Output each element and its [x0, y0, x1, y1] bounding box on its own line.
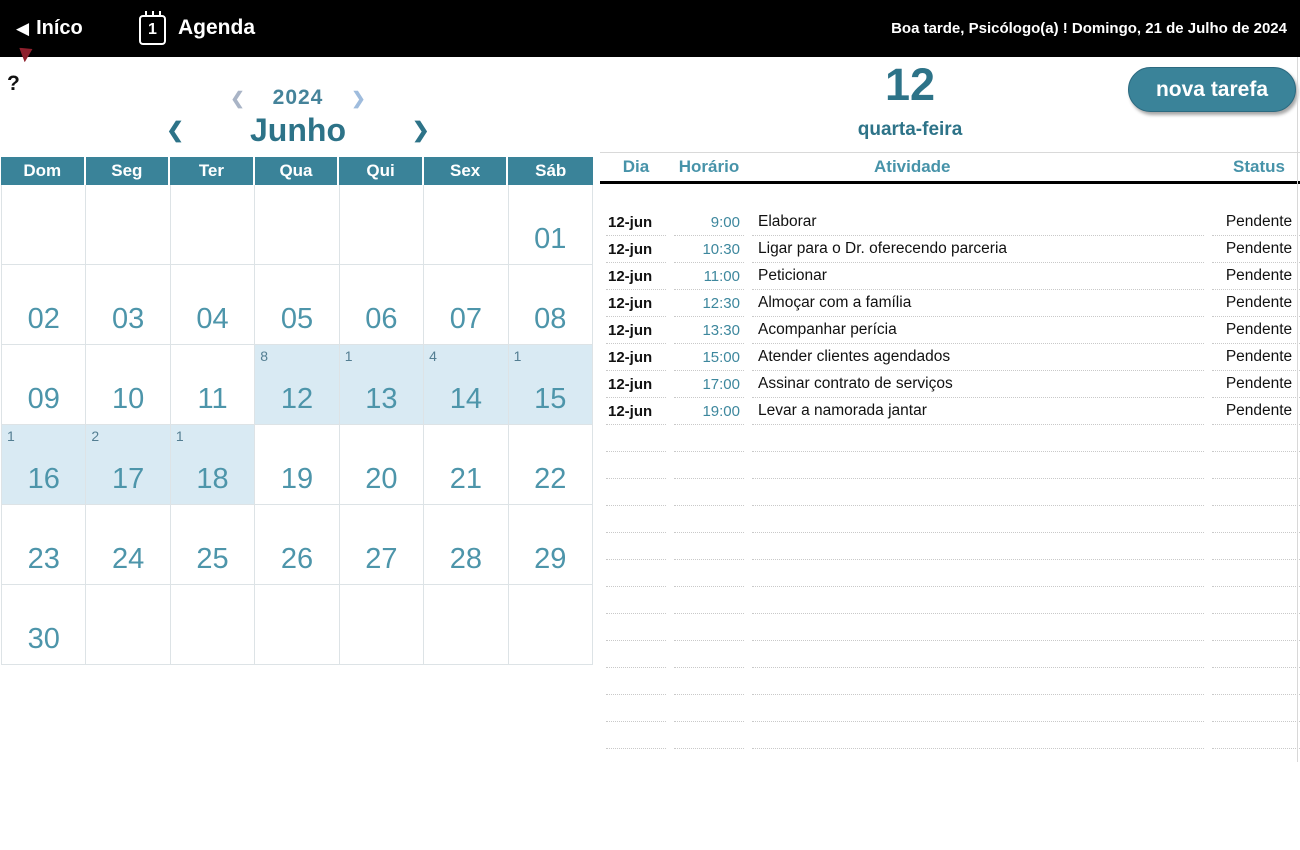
- task-cell-horario: [674, 479, 744, 506]
- task-cell-horario: [674, 560, 744, 587]
- task-row[interactable]: [600, 371, 1300, 398]
- task-table: [600, 152, 1300, 749]
- day-number: 24: [112, 543, 145, 575]
- day-number: 03: [112, 303, 145, 335]
- calendar-cell[interactable]: [2, 345, 86, 425]
- calendar-cell: [340, 585, 424, 665]
- task-cell-atividade: Acompanhar perícia: [752, 317, 1204, 344]
- calendar-cell: [2, 185, 86, 265]
- empty-task-row: [600, 560, 1300, 587]
- task-count-badge: 4: [429, 348, 437, 364]
- task-cell-status: Pendente: [1212, 344, 1300, 371]
- task-cell-atividade: [752, 668, 1204, 695]
- task-cell-atividade: [752, 614, 1204, 641]
- day-number: 27: [365, 543, 398, 575]
- day-number: 05: [280, 303, 314, 335]
- calendar-cell[interactable]: [86, 505, 170, 585]
- calendar-cell[interactable]: [86, 265, 170, 345]
- selected-day-header: [600, 58, 1220, 141]
- empty-task-row: [600, 506, 1300, 533]
- calendar-cell[interactable]: [171, 425, 255, 505]
- task-cell-dia: [606, 452, 666, 479]
- task-cell-horario: 19:00: [674, 398, 744, 425]
- calendar-cell[interactable]: [340, 265, 424, 345]
- day-number: 28: [449, 543, 482, 575]
- weekday-header: Seg: [86, 157, 171, 185]
- task-cell-dia: [606, 425, 666, 452]
- task-cell-status: [1212, 722, 1300, 749]
- task-cell-dia: [606, 641, 666, 668]
- calendar-cell[interactable]: [171, 265, 255, 345]
- back-arrow-icon: ◀: [16, 19, 30, 38]
- calendar-cell[interactable]: [255, 505, 339, 585]
- task-cell-horario: [674, 695, 744, 722]
- task-count-badge: 2: [91, 428, 100, 444]
- calendar-cell[interactable]: [509, 265, 593, 345]
- calendar-cell[interactable]: [424, 345, 508, 425]
- calendar-cell[interactable]: [171, 505, 255, 585]
- greeting-text: Boa tarde, Psicólogo(a) ! Domingo, 21 de Julho de 2024: [891, 20, 1287, 37]
- day-number: 25: [196, 543, 229, 575]
- task-row[interactable]: [600, 317, 1300, 344]
- calendar-cell[interactable]: [2, 265, 86, 345]
- empty-task-row: [600, 614, 1300, 641]
- task-row[interactable]: [600, 398, 1300, 425]
- task-cell-atividade: [752, 479, 1204, 506]
- calendar-cell: [255, 185, 339, 265]
- task-cell-dia: [606, 614, 666, 641]
- calendar-cell[interactable]: [424, 265, 508, 345]
- weekday-header: Ter: [170, 157, 255, 185]
- notepad-tick: [145, 11, 147, 17]
- day-number: 29: [534, 543, 567, 575]
- prev-year-icon[interactable]: ❮: [230, 88, 245, 108]
- task-cell-atividade: [752, 587, 1204, 614]
- calendar-cell[interactable]: [171, 345, 255, 425]
- calendar-cell[interactable]: [2, 425, 86, 505]
- task-cell-atividade: Assinar contrato de serviços: [752, 371, 1204, 398]
- day-number: 09: [27, 383, 60, 415]
- task-cell-dia: [606, 533, 666, 560]
- calendar-cell[interactable]: [255, 425, 339, 505]
- prev-month-icon[interactable]: ❮: [166, 119, 184, 142]
- task-cell-dia: 12-jun: [606, 236, 666, 263]
- calendar-cell: [424, 585, 508, 665]
- task-cell-atividade: [752, 533, 1204, 560]
- empty-task-row: [600, 425, 1300, 452]
- task-cell-dia: 12-jun: [606, 398, 666, 425]
- page-title: Agenda: [178, 16, 256, 39]
- weekday-header: Sáb: [535, 161, 567, 180]
- task-cell-horario: [674, 425, 744, 452]
- calendar-cell[interactable]: [2, 505, 86, 585]
- calendar-cell[interactable]: [340, 505, 424, 585]
- weekday-header-row: [1, 157, 593, 185]
- task-count-badge: 1: [175, 428, 184, 444]
- day-number: 07: [449, 303, 482, 335]
- day-number: 30: [27, 623, 60, 655]
- column-header-horario: Horário: [678, 157, 740, 176]
- task-row[interactable]: [600, 209, 1300, 236]
- day-number: 23: [27, 543, 60, 575]
- task-cell-status: [1212, 479, 1300, 506]
- day-number: 04: [196, 303, 229, 335]
- task-cell-dia: [606, 587, 666, 614]
- task-cell-atividade: [752, 695, 1204, 722]
- calendar-cell[interactable]: [340, 345, 424, 425]
- task-cell-dia: 12-jun: [606, 371, 666, 398]
- task-cell-dia: 12-jun: [606, 317, 666, 344]
- task-row[interactable]: [600, 344, 1300, 371]
- task-cell-status: Pendente: [1212, 209, 1300, 236]
- task-count-badge: 8: [260, 348, 269, 364]
- task-cell-dia: 12-jun: [606, 209, 666, 236]
- day-number: 16: [27, 463, 60, 495]
- task-cell-status: [1212, 425, 1300, 452]
- weekday-header: Sex: [424, 157, 509, 185]
- calendar-cell[interactable]: [509, 425, 593, 505]
- day-number: 18: [196, 463, 229, 495]
- day-number: 12: [280, 383, 314, 415]
- task-cell-status: [1212, 668, 1300, 695]
- notepad-tick: [159, 11, 161, 17]
- top-bar: [0, 0, 1300, 57]
- day-number: 08: [534, 303, 567, 335]
- day-number: 11: [197, 383, 228, 415]
- day-number: 19: [280, 463, 314, 495]
- task-row[interactable]: [600, 236, 1300, 263]
- empty-task-row: [600, 452, 1300, 479]
- task-cell-status: Pendente: [1212, 290, 1300, 317]
- calendar-cell[interactable]: [424, 505, 508, 585]
- day-number: 22: [534, 463, 567, 495]
- task-cell-status: [1212, 641, 1300, 668]
- task-cell-horario: [674, 587, 744, 614]
- calendar-cell: [171, 585, 255, 665]
- empty-task-row: [600, 668, 1300, 695]
- year-label: 2024: [272, 86, 324, 109]
- task-cell-horario: [674, 641, 744, 668]
- empty-task-row: [600, 695, 1300, 722]
- weekday-header: Qui: [339, 157, 424, 185]
- calendar-cell[interactable]: [340, 425, 424, 505]
- selected-day-weekday: quarta-feira: [857, 119, 963, 140]
- task-count-badge: 1: [513, 348, 522, 364]
- calendar-cell: [509, 585, 593, 665]
- task-table-body: [600, 209, 1300, 749]
- empty-task-row: [600, 479, 1300, 506]
- next-month-icon[interactable]: ❯: [411, 119, 430, 142]
- task-cell-status: Pendente: [1212, 236, 1300, 263]
- task-cell-status: [1212, 560, 1300, 587]
- column-header-atividade: Atividade: [874, 157, 951, 176]
- task-cell-horario: [674, 452, 744, 479]
- calendar-cell[interactable]: [509, 505, 593, 585]
- calendar-grid: [1, 185, 593, 665]
- task-cell-horario: [674, 722, 744, 749]
- calendar-cell: [86, 585, 170, 665]
- back-label: Iníco: [36, 17, 83, 39]
- day-number: 15: [534, 383, 567, 415]
- next-year-icon[interactable]: ❯: [351, 88, 366, 108]
- month-label: Junho: [250, 112, 346, 148]
- day-number: 17: [112, 463, 145, 495]
- task-cell-status: [1212, 587, 1300, 614]
- task-cell-horario: 17:00: [674, 371, 744, 398]
- weekday-header: Dom: [1, 157, 86, 185]
- task-cell-horario: 13:30: [674, 317, 744, 344]
- task-cell-horario: [674, 614, 744, 641]
- task-cell-atividade: Elaborar: [752, 209, 1204, 236]
- day-number: 06: [365, 303, 398, 335]
- task-cell-horario: [674, 668, 744, 695]
- task-cell-status: [1212, 506, 1300, 533]
- task-count-badge: 1: [7, 428, 15, 444]
- task-cell-atividade: [752, 722, 1204, 749]
- task-cell-dia: 12-jun: [606, 344, 666, 371]
- task-cell-horario: [674, 506, 744, 533]
- task-cell-dia: [606, 668, 666, 695]
- notepad-number: 1: [148, 21, 157, 38]
- day-number: 21: [449, 463, 482, 495]
- day-number: 20: [365, 463, 398, 495]
- calendar-cell[interactable]: [86, 425, 170, 505]
- task-cell-horario: 10:30: [674, 236, 744, 263]
- task-cell-horario: 11:00: [674, 263, 744, 290]
- calendar-cell[interactable]: [255, 345, 339, 425]
- task-cell-status: [1212, 614, 1300, 641]
- calendar-cell[interactable]: [86, 345, 170, 425]
- empty-task-row: [600, 641, 1300, 668]
- day-number: 01: [534, 223, 567, 255]
- task-cell-atividade: Ligar para o Dr. oferecendo parceria: [752, 236, 1204, 263]
- task-cell-status: Pendente: [1212, 317, 1300, 344]
- task-cell-status: [1212, 695, 1300, 722]
- day-number: 10: [112, 383, 145, 415]
- task-cell-atividade: [752, 560, 1204, 587]
- calendar-cell[interactable]: [255, 265, 339, 345]
- day-number: 02: [27, 303, 60, 335]
- task-cell-dia: [606, 479, 666, 506]
- task-cell-atividade: [752, 425, 1204, 452]
- task-count-badge: 1: [344, 348, 353, 364]
- task-cell-horario: [674, 533, 744, 560]
- task-cell-dia: [606, 560, 666, 587]
- task-row[interactable]: [600, 290, 1300, 317]
- day-number: 14: [449, 383, 482, 415]
- calendar-cell[interactable]: [509, 185, 593, 265]
- task-cell-atividade: Atender clientes agendados: [752, 344, 1204, 371]
- task-cell-status: Pendente: [1212, 371, 1300, 398]
- task-table-header: [600, 152, 1300, 184]
- notepad-tick: [152, 11, 154, 17]
- calendar-cell: [340, 185, 424, 265]
- task-cell-status: Pendente: [1212, 398, 1300, 425]
- calendar-cell: [86, 185, 170, 265]
- task-cell-dia: [606, 695, 666, 722]
- task-cell-atividade: [752, 452, 1204, 479]
- empty-task-row: [600, 533, 1300, 560]
- calendar-cell: [171, 185, 255, 265]
- task-cell-dia: 12-jun: [606, 263, 666, 290]
- column-header-dia: Dia: [622, 157, 650, 176]
- task-cell-atividade: [752, 641, 1204, 668]
- task-cell-atividade: Almoçar com a família: [752, 290, 1204, 317]
- task-cell-horario: 9:00: [674, 209, 744, 236]
- day-number: 13: [365, 383, 398, 415]
- year-navigation: [0, 86, 596, 110]
- empty-task-row: [600, 587, 1300, 614]
- task-cell-dia: 12-jun: [606, 290, 666, 317]
- task-cell-atividade: [752, 506, 1204, 533]
- task-cell-dia: [606, 722, 666, 749]
- calendar-cell[interactable]: [509, 345, 593, 425]
- task-cell-horario: 15:00: [674, 344, 744, 371]
- calendar-cell[interactable]: [424, 425, 508, 505]
- column-header-status: Status: [1233, 157, 1285, 176]
- sheet-right-edge: [1297, 57, 1298, 762]
- task-cell-atividade: Peticionar: [752, 263, 1204, 290]
- selected-day-number: 12: [884, 59, 936, 110]
- task-cell-dia: [606, 506, 666, 533]
- calendar-cell: [255, 585, 339, 665]
- help-question-mark[interactable]: ?: [7, 72, 20, 95]
- task-cell-horario: 12:30: [674, 290, 744, 317]
- weekday-header: Qua: [255, 157, 340, 185]
- task-cell-status: [1212, 533, 1300, 560]
- task-cell-status: [1212, 452, 1300, 479]
- calendar-cell[interactable]: [2, 585, 86, 665]
- day-number: 26: [280, 543, 314, 575]
- empty-task-row: [600, 722, 1300, 749]
- calendar-cell: [424, 185, 508, 265]
- task-row[interactable]: [600, 263, 1300, 290]
- task-cell-atividade: Levar a namorada jantar: [752, 398, 1204, 425]
- agenda-notepad-icon: [139, 15, 166, 45]
- new-task-button[interactable]: nova tarefa: [1128, 67, 1296, 112]
- month-navigation: [0, 112, 596, 149]
- task-cell-status: Pendente: [1212, 263, 1300, 290]
